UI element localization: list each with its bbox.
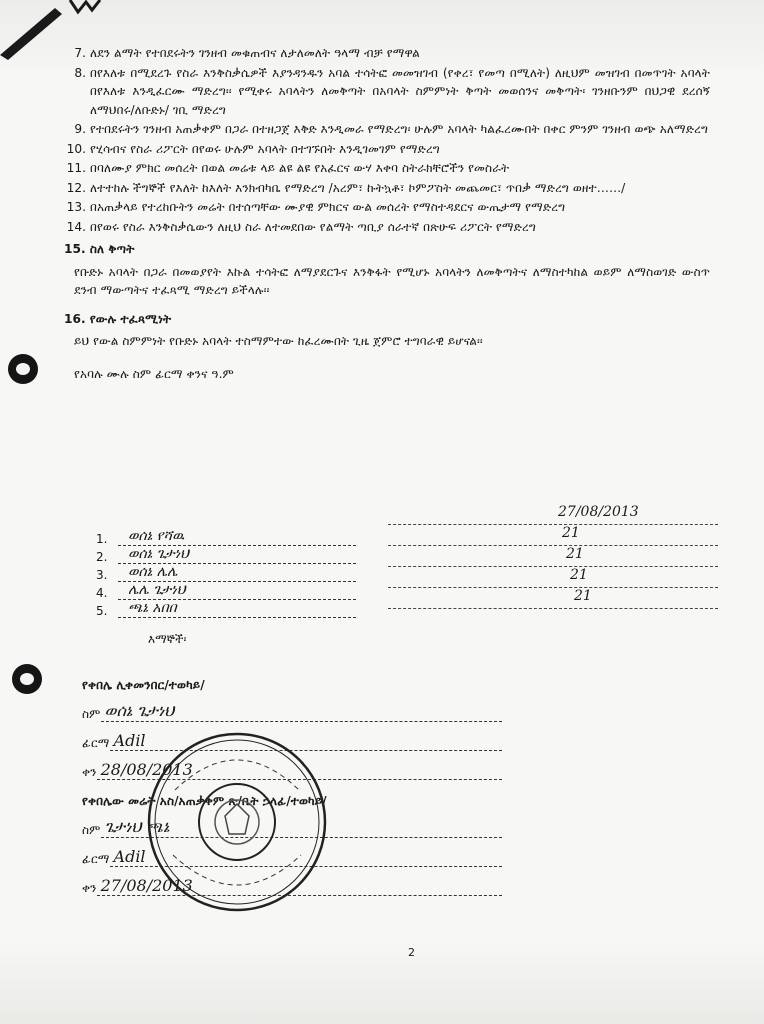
signature-number: 4. (96, 586, 108, 600)
item-number: 11. (66, 161, 86, 175)
field-label: ፊርማ (82, 852, 110, 866)
agreement-body (60, 44, 710, 391)
signature-number: 2. (96, 550, 108, 564)
punch-hole (8, 354, 38, 384)
item-number: 8. (74, 65, 86, 80)
obligation-item (60, 218, 710, 237)
handwritten-signature-date: 21 (388, 567, 718, 588)
item-number: 10. (66, 141, 86, 156)
field-label: ፊርማ (82, 736, 110, 750)
item-text: ለደን ልማት የተበደሩትን ገንዘብ መቁጠብና ለታለመለት ዓላማ ብቻ የማዋል (90, 46, 420, 60)
field-label: ቀን (82, 765, 97, 779)
field-label: ቀን (82, 881, 97, 895)
item-text: በባለሙያ ምክር መሰረት በወል መሬቱ ላይ ልዩ ልዩ የአፈርና ውሃ እቀባ ስትራክቸሮችን የመስራት (90, 161, 510, 175)
field-label: የቀበሌው መሬት አስ/አጠቃቀም ጽ/ቤት ኃላፊ/ተወካይ/ (82, 794, 327, 808)
signature-row (96, 582, 356, 600)
section-16-text: ይህ የውል ስምምነት የቡድኑ አባላት ተስማምተው ከፈረሙበት ጊዜ ጀምሮ ተግባራዊ ይሆናል፡፡ (74, 334, 483, 348)
signature-number: 1. (96, 532, 108, 546)
field-label: የቀበሌ ሊቀመንበር/ተወካይ/ (82, 678, 205, 692)
handwritten-field-value: Adil (110, 731, 502, 751)
handwritten-member-name: ወሰኔ ጌታነህ (118, 547, 356, 564)
signoff-field (82, 693, 502, 722)
signature-row (96, 528, 356, 546)
handwritten-field-value: Adil (110, 847, 502, 867)
member-signature-dates (388, 504, 718, 609)
handwritten-signature-date: 21 (388, 525, 718, 546)
item-number: 12. (66, 180, 86, 195)
obligation-item (60, 179, 710, 198)
signature-row (96, 600, 356, 618)
obligation-item (60, 44, 710, 63)
member-signatures (96, 528, 356, 618)
handwritten-field-value: ጌታነህ ጫኔ (101, 817, 502, 838)
obligation-item (60, 140, 710, 159)
section-15-title: 15. ስለ ቅጣት (64, 242, 135, 256)
item-text: በየወሩ የስራ እንቅስቃሴውን ለዚህ ስራ ለተመደበው የልማት ጣቢያ ሰራተኛ በጽሁፍ ሪፖርት የማድረግ (90, 219, 536, 234)
signoff-role-heading (82, 664, 502, 693)
witnesses-label: እማኞች፡ (148, 632, 187, 646)
item-text: የተበደሩትን ገንዘብ አጠቃቀም በጋራ በተዘጋጀ እቅድ እንዲመራ የማድረግ፡ ሁሉም አባላት ካልፈረሙበት በቀር ምንም ገንዘብ ወጭ አለማድረግ (90, 122, 709, 136)
field-label: ስም (82, 707, 101, 721)
section-15-text: የቡድኑ አባላት በጋራ በመወያየት እኩል ተሳትፎ ለማያደርጉና እንቅፋት የሚሆኑ አባላትን ለመቅጣትና ለማስተካከል ወይም ለማስወገድ ውስጥ ደንብ ማውጣትና ተፈጻሚ ማድረግ ይችላሉ፡፡ (74, 264, 710, 297)
signature-number: 3. (96, 568, 108, 582)
item-number: 9. (74, 122, 86, 136)
handwritten-signature-date: 21 (388, 546, 718, 567)
handwritten-member-name: ወሰኔ ሌሌ (118, 565, 356, 582)
official-seal-stamp (145, 730, 330, 915)
item-text: የሂሳብና የስራ ሪፖርት በየወሩ ሁሉም አባላት በተገኙበት እንዲገመገም የማድረግ (90, 141, 440, 156)
item-text: በአጠቃላይ የተረከቡትን መሬት በተሰጣቸው ሙያዊ ምክርና ውል መሰረት የማስተዳደርና ውጤታማ የማድረግ (90, 200, 566, 214)
handwritten-signature-date: 27/08/2013 (388, 504, 718, 525)
obligations-list (60, 44, 710, 236)
handwritten-signature-date: 21 (388, 588, 718, 609)
signature-row (96, 546, 356, 564)
handwritten-field-value: 28/08/2013 (97, 760, 502, 780)
handwritten-member-name: ጫኔ አበበ (118, 601, 356, 618)
obligation-item (60, 120, 710, 139)
item-number: 13. (66, 200, 86, 214)
item-number: 7. (74, 46, 86, 60)
obligation-item (60, 159, 710, 178)
section-16-title: 16. የውሉ ተፈጻሚነት (64, 311, 172, 326)
item-number: 14. (66, 219, 86, 234)
signature-row (96, 564, 356, 582)
punch-hole (12, 664, 42, 694)
obligation-item (60, 198, 710, 217)
signature-number: 5. (96, 604, 108, 618)
item-text: በየእለቱ በሚደረጉ የስራ እንቅስቃሴዎች እያንዳንዱን አባል ተሳትፎ መመዝገብ (የቀረ፣ የመጣ በሚለት) ለዚህም መዝገብ በመጥገት አባላት በየእለቱ እንዲፈርሙ ማድረግ፡፡ የሚቀሩ አባላትን ለመቅጣት በአባላት ስምምነት ቅጣት መወሰንና መቅጣት፡ ገንዘቡንም በህጋዊ ደረሰኝ ለማህበሩ/ለቡድኑ/ ገቢ ማድረግ (90, 65, 710, 117)
handwritten-field-value: 27/08/2013 (97, 876, 502, 896)
handwritten-field-value: ወሰኔ ጌታነህ (101, 701, 502, 722)
page-number: 2 (408, 946, 415, 959)
handwritten-member-name: ወሰኔ የሻዉ (118, 529, 356, 546)
field-label: ስም (82, 823, 101, 837)
handwritten-member-name: ሌሌ ጌታነህ (118, 583, 356, 600)
item-text: ለተተከሉ ችግኞች የእለት ከእለት እንክብካቤ የማድረግ /አረም፣ ኩትኳቶ፣ ኮምፖስት መጨመር፣ ጥበቃ ማድረግ ወዘተ……/ (90, 180, 626, 195)
signatures-label: የአባሉ ሙሉ ስም ፊርማ ቀንና ዓ.ም (74, 366, 234, 381)
obligation-item (60, 64, 710, 120)
